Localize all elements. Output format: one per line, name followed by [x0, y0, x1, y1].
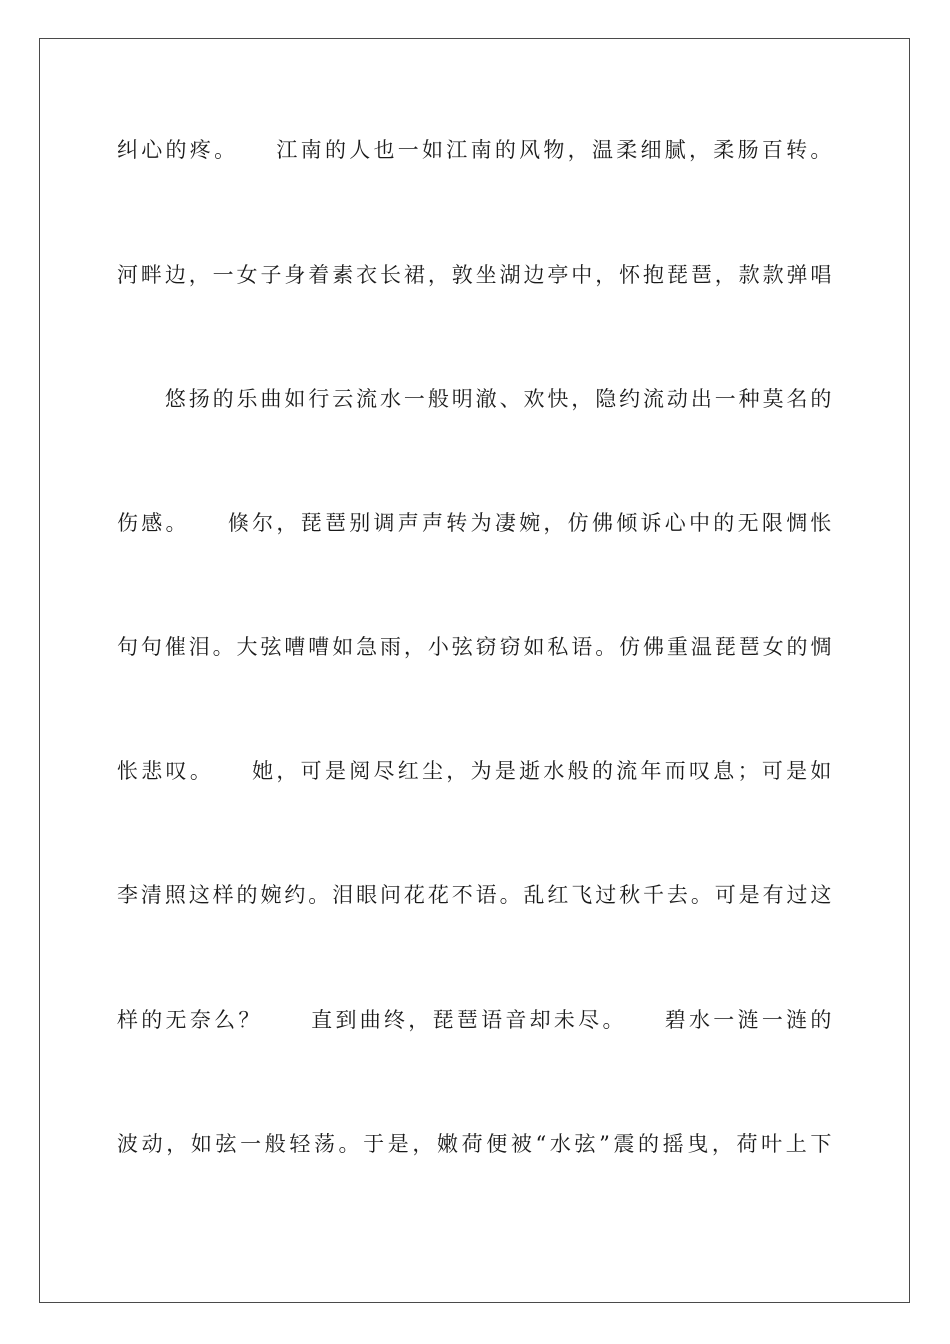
page-border: [39, 38, 910, 1303]
body-text-line: 波动，如弦一般轻荡。于是，嫩荷便被“水弦”震的摇曳，荷叶上下: [117, 1132, 833, 1156]
body-text-line: 纠心的疼。 江南的人也一如江南的风物，温柔细腻，柔肠百转。: [117, 138, 833, 162]
body-text-line: 伤感。 倏尔，琵琶别调声声转为凄婉，仿佛倾诉心中的无限惆怅: [117, 511, 833, 535]
body-text-line: 怅悲叹。 她，可是阅尽红尘，为是逝水般的流年而叹息；可是如: [117, 759, 833, 783]
body-text-line: 李清照这样的婉约。泪眼问花花不语。乱红飞过秋千去。可是有过这: [117, 883, 833, 907]
body-text-line: 悠扬的乐曲如行云流水一般明澈、欢快，隐约流动出一种莫名的: [117, 387, 833, 411]
body-text-line: 河畔边，一女子身着素衣长裙，敦坐湖边亭中，怀抱琵琶，款款弹唱: [117, 263, 833, 287]
body-text-line: 样的无奈么？ 直到曲终，琵琶语音却未尽。 碧水一涟一涟的: [117, 1008, 833, 1032]
body-text-line: 句句催泪。大弦嘈嘈如急雨，小弦窃窃如私语。仿佛重温琵琶女的惆: [117, 635, 833, 659]
